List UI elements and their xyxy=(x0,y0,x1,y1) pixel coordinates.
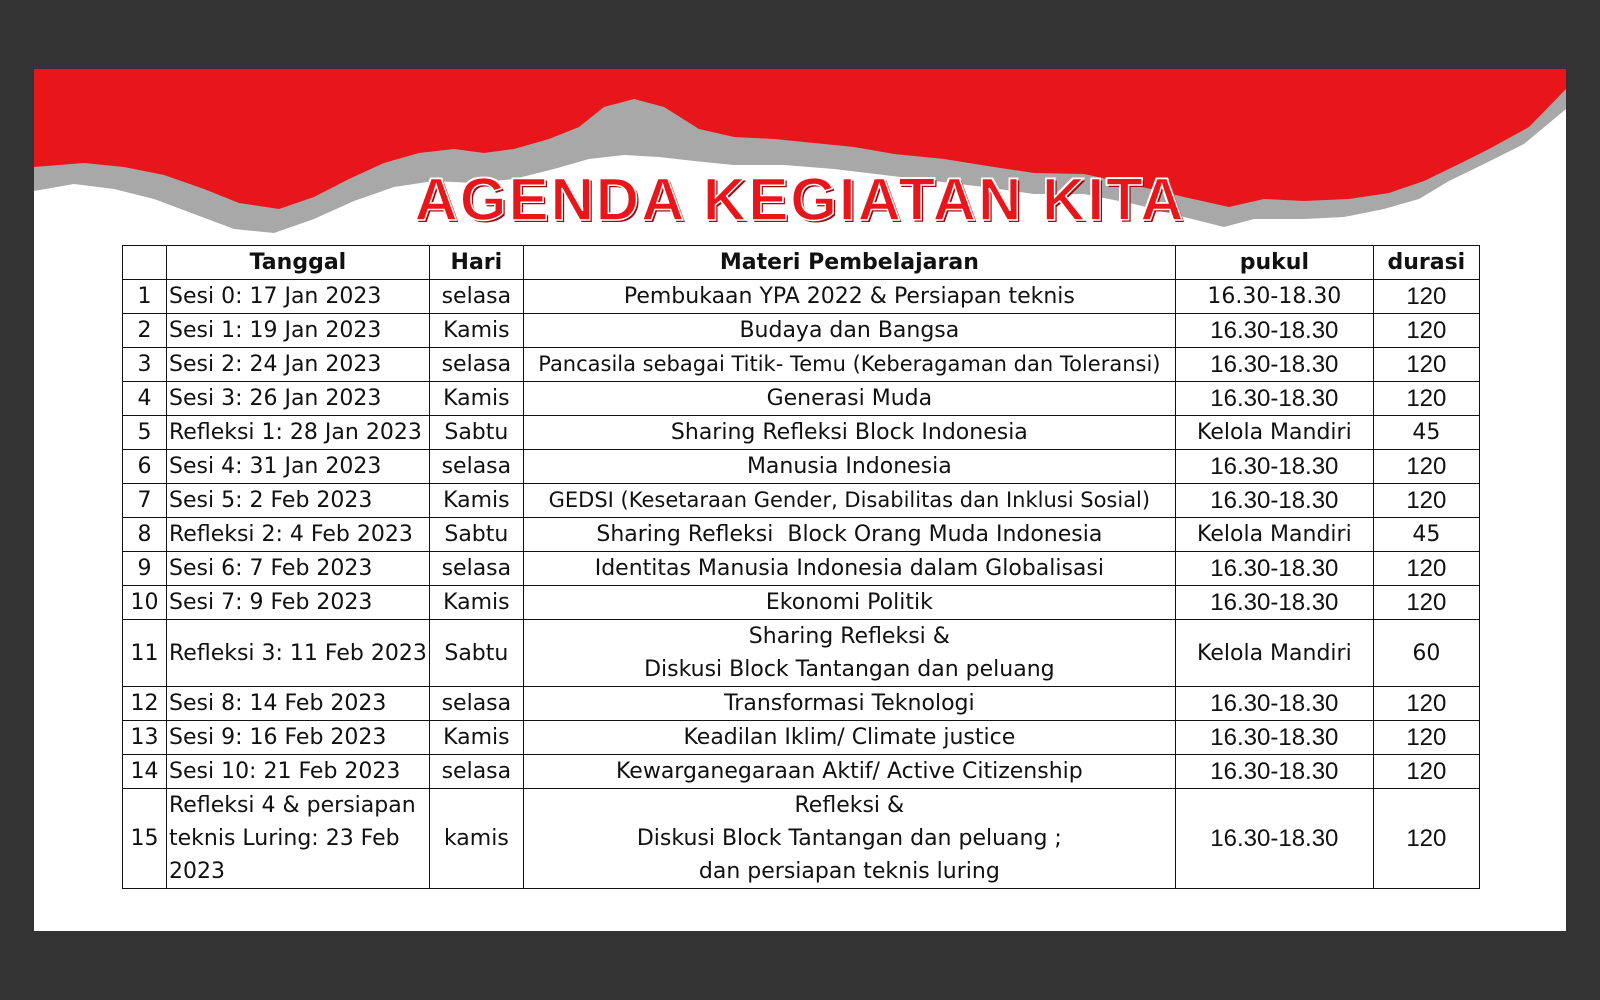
row-number: 1 xyxy=(123,280,167,314)
row-number: 2 xyxy=(123,314,167,348)
header-duration: durasi xyxy=(1373,246,1479,280)
row-time: 16.30-18.30 xyxy=(1175,687,1373,721)
row-duration: 120 xyxy=(1373,382,1479,416)
row-duration: 45 xyxy=(1373,416,1479,450)
table-row xyxy=(123,450,1480,484)
table-row xyxy=(123,586,1480,620)
row-topic: Pembukaan YPA 2022 & Persiapan teknis xyxy=(523,280,1175,314)
topic-line: dan persiapan teknis luring xyxy=(698,859,1000,884)
topic-line: Diskusi Block Tantangan dan peluang ; xyxy=(636,826,1062,851)
row-number: 8 xyxy=(123,518,167,552)
topic-line: Sharing Refleksi & xyxy=(748,624,950,649)
row-time: 16.30-18.30 xyxy=(1175,552,1373,586)
row-topic: Generasi Muda xyxy=(523,382,1175,416)
row-day: Kamis xyxy=(429,586,523,620)
row-day: Kamis xyxy=(429,721,523,755)
table-row xyxy=(123,416,1480,450)
row-duration: 120 xyxy=(1373,552,1479,586)
table-row xyxy=(123,518,1480,552)
table-row xyxy=(123,687,1480,721)
row-time: 16.30-18.30 xyxy=(1175,586,1373,620)
row-number: 11 xyxy=(123,620,167,687)
row-time: 16.30-18.30 xyxy=(1175,789,1373,889)
row-duration: 60 xyxy=(1373,620,1479,687)
row-day: selasa xyxy=(429,687,523,721)
row-day: selasa xyxy=(429,755,523,789)
row-time: 16.30-18.30 xyxy=(1175,721,1373,755)
row-topic: Identitas Manusia Indonesia dalam Globalisasi xyxy=(523,552,1175,586)
row-day: Kamis xyxy=(429,484,523,518)
table-row xyxy=(123,721,1480,755)
row-date: Sesi 8: 14 Feb 2023 xyxy=(167,687,430,721)
row-time: Kelola Mandiri xyxy=(1175,620,1373,687)
row-topic xyxy=(523,789,1175,889)
row-time: 16.30-18.30 xyxy=(1175,755,1373,789)
row-topic: Sharing Refleksi Block Orang Muda Indonesia xyxy=(523,518,1175,552)
row-day: Sabtu xyxy=(429,620,523,687)
row-topic: Budaya dan Bangsa xyxy=(523,314,1175,348)
row-day: Sabtu xyxy=(429,416,523,450)
row-day: Kamis xyxy=(429,314,523,348)
row-time: 16.30-18.30 xyxy=(1175,382,1373,416)
row-topic: Ekonomi Politik xyxy=(523,586,1175,620)
table-row xyxy=(123,620,1480,687)
row-number: 14 xyxy=(123,755,167,789)
table-row xyxy=(123,280,1480,314)
row-date: Sesi 9: 16 Feb 2023 xyxy=(167,721,430,755)
row-date: Refleksi 2: 4 Feb 2023 xyxy=(167,518,430,552)
row-number: 4 xyxy=(123,382,167,416)
row-duration: 120 xyxy=(1373,789,1479,889)
header-date: Tanggal xyxy=(167,246,430,280)
row-duration: 120 xyxy=(1373,687,1479,721)
row-day: selasa xyxy=(429,348,523,382)
date-line: teknis Luring: 23 Feb xyxy=(169,826,400,851)
row-time: 16.30-18.30 xyxy=(1175,484,1373,518)
row-duration: 120 xyxy=(1373,314,1479,348)
row-number: 15 xyxy=(123,789,167,889)
row-number: 10 xyxy=(123,586,167,620)
topic-line: Diskusi Block Tantangan dan peluang xyxy=(644,657,1055,682)
date-line: Refleksi 4 & persiapan xyxy=(169,793,416,818)
row-date: Sesi 10: 21 Feb 2023 xyxy=(167,755,430,789)
row-number: 12 xyxy=(123,687,167,721)
row-number: 6 xyxy=(123,450,167,484)
table-row xyxy=(123,755,1480,789)
row-date: Sesi 5: 2 Feb 2023 xyxy=(167,484,430,518)
header-time: pukul xyxy=(1175,246,1373,280)
row-date: Sesi 0: 17 Jan 2023 xyxy=(167,280,430,314)
row-day: Sabtu xyxy=(429,518,523,552)
table-row xyxy=(123,382,1480,416)
header-topic: Materi Pembelajaran xyxy=(523,246,1175,280)
row-topic xyxy=(523,620,1175,687)
table-row xyxy=(123,789,1480,889)
table-header-row xyxy=(123,246,1480,280)
row-day: Kamis xyxy=(429,382,523,416)
row-day: kamis xyxy=(429,789,523,889)
row-topic: Sharing Refleksi Block Indonesia xyxy=(523,416,1175,450)
row-duration: 120 xyxy=(1373,755,1479,789)
row-topic: Keadilan Iklim/ Climate justice xyxy=(523,721,1175,755)
row-topic: Pancasila sebagai Titik- Temu (Keberagaman dan Toleransi) xyxy=(523,348,1175,382)
row-date: Sesi 3: 26 Jan 2023 xyxy=(167,382,430,416)
date-line: 2023 xyxy=(169,859,225,884)
agenda-slide xyxy=(34,69,1566,931)
row-date: Sesi 7: 9 Feb 2023 xyxy=(167,586,430,620)
row-topic: Transformasi Teknologi xyxy=(523,687,1175,721)
row-topic: Manusia Indonesia xyxy=(523,450,1175,484)
table-row xyxy=(123,552,1480,586)
row-duration: 120 xyxy=(1373,721,1479,755)
row-topic: GEDSI (Kesetaraan Gender, Disabilitas dan Inklusi Sosial) xyxy=(523,484,1175,518)
row-date: Sesi 2: 24 Jan 2023 xyxy=(167,348,430,382)
row-duration: 120 xyxy=(1373,484,1479,518)
page-title: AGENDA KEGIATAN KITA xyxy=(414,166,1186,233)
row-date: Sesi 6: 7 Feb 2023 xyxy=(167,552,430,586)
row-date: Refleksi 3: 11 Feb 2023 xyxy=(167,620,430,687)
header-day: Hari xyxy=(429,246,523,280)
row-duration: 45 xyxy=(1373,518,1479,552)
row-date: Refleksi 1: 28 Jan 2023 xyxy=(167,416,430,450)
row-time: Kelola Mandiri xyxy=(1175,416,1373,450)
row-time: 16.30-18.30 xyxy=(1175,280,1373,314)
row-date: Sesi 4: 31 Jan 2023 xyxy=(167,450,430,484)
row-number: 7 xyxy=(123,484,167,518)
row-time: 16.30-18.30 xyxy=(1175,314,1373,348)
row-duration: 120 xyxy=(1373,348,1479,382)
agenda-table xyxy=(122,245,1480,889)
row-number: 5 xyxy=(123,416,167,450)
row-duration: 120 xyxy=(1373,586,1479,620)
row-date: Sesi 1: 19 Jan 2023 xyxy=(167,314,430,348)
row-number: 9 xyxy=(123,552,167,586)
row-day: selasa xyxy=(429,552,523,586)
table-row xyxy=(123,348,1480,382)
row-topic: Kewarganegaraan Aktif/ Active Citizenship xyxy=(523,755,1175,789)
row-time: Kelola Mandiri xyxy=(1175,518,1373,552)
topic-line: Refleksi & xyxy=(794,793,905,818)
table-row xyxy=(123,314,1480,348)
row-day: selasa xyxy=(429,280,523,314)
row-time: 16.30-18.30 xyxy=(1175,450,1373,484)
row-number: 13 xyxy=(123,721,167,755)
row-duration: 120 xyxy=(1373,450,1479,484)
row-day: selasa xyxy=(429,450,523,484)
table-row xyxy=(123,484,1480,518)
row-time: 16.30-18.30 xyxy=(1175,348,1373,382)
row-number: 3 xyxy=(123,348,167,382)
row-duration: 120 xyxy=(1373,280,1479,314)
header-no xyxy=(123,246,167,280)
row-date xyxy=(167,789,430,889)
